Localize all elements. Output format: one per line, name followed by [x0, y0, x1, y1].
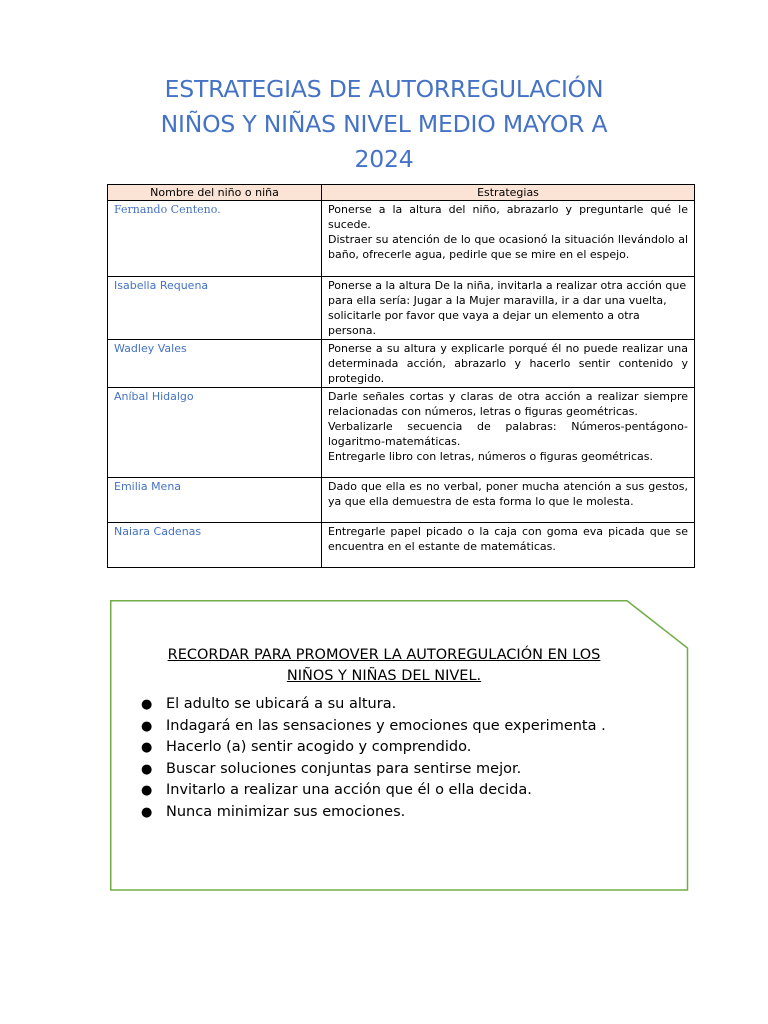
- child-name: Emilia Mena: [108, 478, 322, 523]
- bullet-icon: ●: [141, 761, 153, 777]
- child-name: Naiara Cadenas: [108, 523, 322, 568]
- table-row: [108, 523, 695, 568]
- table-row: [108, 388, 695, 478]
- strategy-text: Ponerse a la altura del niño, abrazarlo y preguntarle qué le sucede.: [328, 203, 688, 231]
- page-title: [100, 72, 668, 177]
- child-name: Fernando Centeno.: [108, 201, 322, 277]
- header-name: Nombre del niño o niña: [108, 185, 322, 201]
- strategy-cell: [322, 201, 695, 277]
- table-row: [108, 277, 695, 340]
- strategy-text: Entregarle libro con letras, números o figuras geométricas.: [328, 450, 653, 463]
- list-item: [140, 780, 648, 802]
- list-item-text: Invitarlo a realizar una acción que él o ella decida.: [166, 782, 532, 798]
- bullet-icon: ●: [141, 804, 153, 820]
- list-item: [140, 716, 648, 738]
- strategy-text: Ponerse a su altura y explicarle porqué él no puede realizar una determinada acción, abrazarlo y hacerlo sentir contenido y protegido.: [328, 342, 688, 385]
- title-line-2: NIÑOS Y NIÑAS NIVEL MEDIO MAYOR A: [160, 110, 608, 138]
- list-item-text: Hacerlo (a) sentir acogido y comprendido.: [166, 739, 472, 755]
- bullet-icon: ●: [141, 740, 153, 755]
- table-header-row: [108, 185, 695, 201]
- list-item: [140, 802, 648, 824]
- list-item-text: Nunca minimizar sus emociones.: [166, 803, 406, 820]
- list-item-text: Indagará en las sensaciones y emociones que experimenta .: [166, 717, 606, 734]
- title-line-1: ESTRATEGIAS DE AUTORREGULACIÓN: [164, 75, 604, 103]
- header-strategies: Estrategias: [322, 185, 695, 201]
- reminder-heading: [130, 645, 638, 687]
- table-row: [108, 201, 695, 277]
- child-name: Isabella Requena: [108, 277, 322, 340]
- title-line-3: 2024: [354, 145, 414, 173]
- strategy-cell: [322, 523, 695, 568]
- table-row: [108, 340, 695, 388]
- strategy-cell: [322, 478, 695, 523]
- reminder-list: [140, 694, 648, 823]
- list-item-text: El adulto se ubicará a su altura.: [166, 696, 397, 712]
- strategy-text: Ponerse a la altura De la niña, invitarla a realizar otra acción que para ella sería: Jugar a la Mujer maravilla, ir a dar una vuelta, solicitarle por favor que vaya a dejar un elemento a otra persona.: [328, 279, 687, 337]
- bullet-icon: ●: [141, 718, 153, 734]
- child-name: Aníbal Hidalgo: [108, 388, 322, 478]
- list-item: [140, 737, 648, 759]
- reminder-heading-line-1: RECORDAR PARA PROMOVER LA AUTOREGULACIÓN EN LOS: [167, 647, 601, 663]
- bullet-icon: ●: [141, 783, 153, 798]
- list-item: [140, 694, 648, 716]
- strategies-table: [107, 184, 695, 568]
- strategy-text: Distraer su atención de lo que ocasionó la situación llevándolo al baño, ofrecerle agua, pedirle que se mire en el espejo.: [328, 233, 688, 261]
- reminder-heading-line-2: NIÑOS Y NIÑAS DEL NIVEL.: [286, 668, 482, 684]
- table-row: [108, 478, 695, 523]
- bullet-icon: ●: [141, 697, 153, 712]
- strategy-text: Dado que ella es no verbal, poner mucha atención a sus gestos, ya que ella demuestra de esta forma lo que le molesta.: [328, 480, 688, 508]
- strategy-text: Verbalizarle secuencia de palabras: Números-pentágono-logaritmo-matemáticas.: [328, 420, 688, 448]
- list-item: [140, 759, 648, 781]
- strategy-text: Entregarle papel picado o la caja con goma eva picada que se encuentra en el estante de matemáticas.: [328, 525, 688, 553]
- strategy-text: Darle señales cortas y claras de otra acción a realizar siempre relacionadas con números, letras o figuras geométricas.: [328, 390, 688, 418]
- strategy-cell: [322, 277, 695, 340]
- list-item-text: Buscar soluciones conjuntas para sentirse mejor.: [166, 760, 522, 777]
- strategy-cell: [322, 388, 695, 478]
- strategy-cell: [322, 340, 695, 388]
- child-name: Wadley Vales: [108, 340, 322, 388]
